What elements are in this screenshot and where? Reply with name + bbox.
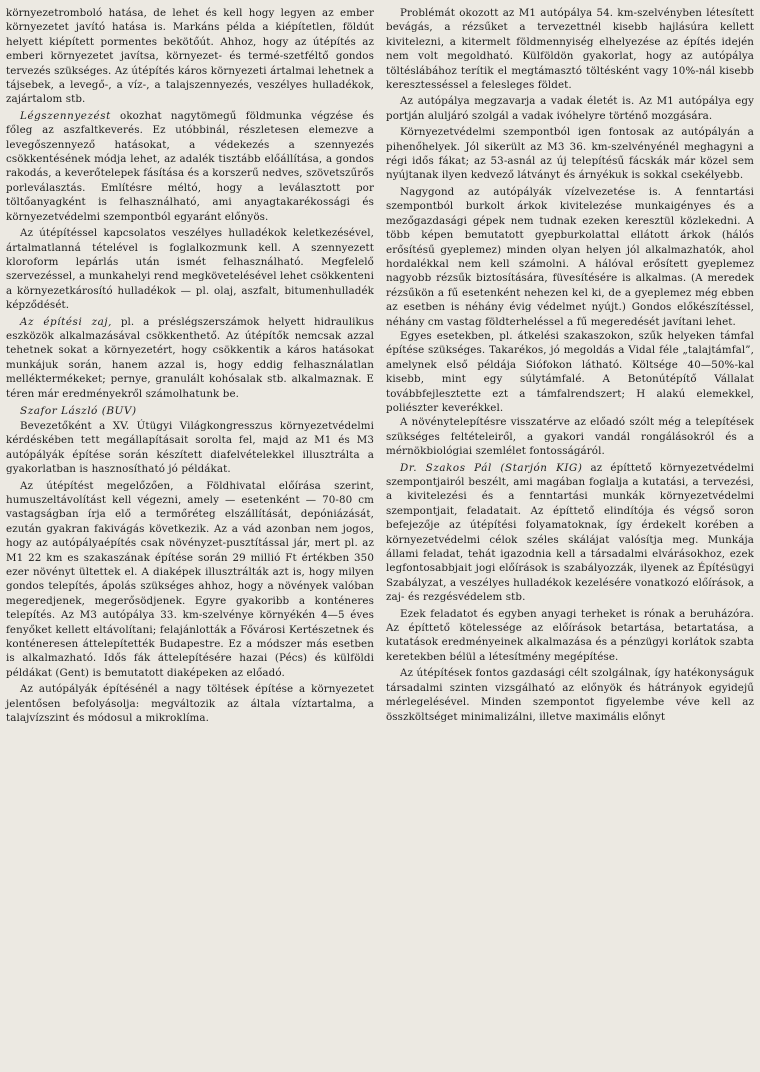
paragraph: Egyes esetekben, pl. átkelési szakaszokon, szűk helyeken támfal építése szükséges. Takarékos, jó megoldás a Vidal féle „talajtámfal”, amelynek első példája Siófokon látható. Költsége 40—50%-kal kisebb, mint egy súlytámfalé. A Betonútépítő Vállalat továbbfejlesztette ezt a támfalrendszert; H alakú elemekkel, poliészter keverékkel. — [386, 329, 754, 414]
paragraph: Az autópályák építésénél a nagy töltések építése a környezetet jelentősen befolyásolja: megváltozik az általa víztartalma, a talajvízszint és módosul a mikroklíma. — [6, 683, 374, 725]
paragraph — [386, 461, 754, 605]
emphasis-term: Légszennyezést — [20, 109, 111, 122]
paragraph: Az útépítést megelőzően, a Földhivatal előírása szerint, humuszeltávolítást kell végezni, amely — esetenként — 70-80 cm vastagságban írja elő a termőréteg elszállítását, depóniázását, ezután gyakran fakivágás következik. Az a vád azonban nem jogos, hogy az autópályaépítés csak növényzet-pusztítással jár, mert pl. az M1 22 km es szakaszának építése során 29 millió Ft értékben 350 ezer növényt ültettek el. A diaképek illusztrálták azt is, hogy milyen gondos telepítés, ápolás szükséges ahhoz, hogy a növények valóban megeredjenek, megerősödjenek. Egyre gyakoribb a konténeres telepítés. Az M3 autópálya 33. km-szelvénye környékén 4—5 éves fenyőket kellett eltávolítani; felajánlották a Fővárosi Kertészetnek és konténeresen áttelepítették Budapestre. Ez a módszer más esetben is alkalmazható. Idős fák áttelepítésére hazai (Pécs) és külföldi példákat (Gent) is bemutatott diaképeken az előadó. — [6, 479, 374, 679]
paragraph: Problémát okozott az M1 autópálya 54. km-szelvényben létesített bevágás, a rézsűket a tervezettnél kisebb hajlásúra kellett kiviteleznі, a kitermelt földmennyiség elhelyezése az építés idején nem volt megoldható. Külföldön gyakorlat, hogy az autópálya töltéslábához terítik el megtámasztó töltésként vagy 10%-nál kisebb keresztesséssel a felesleges földet. — [386, 7, 754, 92]
paragraph — [6, 109, 374, 224]
speaker-name: Dr. Szakos Pál (Starjón KIG) — [400, 461, 583, 474]
paragraph-text: az építtető környezetvédelmi szempontjairól beszélt, ami magában foglalja a kutatási, a tervezési, a kivitelezési és a fenntartási munkák környezetvédelmi szempontjait, feladatait. Az építtető elindítója és végső soron befejezője az útépítési folyamatoknak, így érdekelt korében a környezetvédelmi célok széles skálájat valósítja meg. Munkája állami feladat, tehát igazodnia kell a társadalmi elvárásokhoz, ezek legfontosabbjait jogi előírások is szabályozzák, ilyenek az Építésügyi Szabályzat, a veszélyes hulladékok kezelésére vonatkozó előírások, a zaj- és rezgésvédelem stb. — [386, 461, 755, 604]
paragraph: Az útépítések fontos gazdasági célt szolgálnak, így hatékonyságuk társadalmi szinten vizsgálható az előnyök és hátrányok egyidejű mérlegelésével. Minden szempontot figyelembe véve kell az összköltséget minimalizálni, illetve maximális előnyt — [386, 667, 754, 723]
paragraph: A növénytelepítésre visszatérve az előadó szólt még a telepítések szükséges feltételeiről, a gyakori vandál rongálásokról és a mérnökbiológiai szemlélet fontosságáról. — [386, 416, 754, 458]
right-column — [386, 6, 754, 1072]
paragraph: Nagygond az autópályák vízelvezetése is. A fenntartási szempontból burkolt árkok kivitelezése munkaigényes és a mezőgazdasági gépek nem tudnak ezeken keresztül közlekedni. A több képen bemutatott gyepburkolattal ellátott árkok (hálós erősítésű gyeplemez) minden olyan helyen jól alkalmazhatók, ahol hordalékkal nem kell számolni. A hálóval erősített gyeplemez nagyobb rézsűk biztosítására, füvesítésére is alkalmas. (A meredek rézsűkön a fű esetenként nehezen kel ki, de a gyeplemez még ebben az esetben is néhány évig védelmet nyújt.) Gondos előkészítéssel, néhány cm vastag földterheléssel a fű megeredését javítani lehet. — [386, 185, 754, 328]
paragraph: Bevezetőként a XV. Útügyi Világkongresszus környezetvédelmi kérdéskében tett megállapításait sorolta fel, majd az M1 és M3 autópályák építése során készített diafelvételekkel illusztrálta a gyakorlatban is hasznosítható jó példákat. — [6, 419, 374, 476]
left-column — [6, 6, 374, 1072]
paragraph: Az autópálya megzavarja a vadak életét is. Az M1 autópálya egy portján aluljáró szolgál a vadak ivóhelyre történő mozgására. — [386, 95, 754, 122]
paragraph-text: pl. a préslégszerszámok helyett hidraulikus eszközök alkalmazásával csökkenthető. Az útépítők nemcsak azzal tehetnek sokat a környezetért, hogy csökkentik a káros hatásokat munkájuk során, hanem azzal is, hogy eddig felhasználatlan melléktermékeket; pernye, granulált kohósalak stb. alkalmaznak. E téren már eredményekről számolhatunk be. — [6, 315, 374, 400]
paragraph: környezetromboló hatása, de lehet és kell hogy legyen az ember környezetet javító hatása is. Markáns példa a kiépítetlen, földút helyett kiépített pormentes bekötőút. Ahhoz, hogy az útépítés az emberi környezetet javítsa, környezet- és termé-szetféltő gondos tervezés szükséges. Az útépítés káros környezeti ártalmai lehetnek a tájsebek, a levegő-, a víz-, a talajszennyezés, veszélyes hulladékok, zajártalom stb. — [6, 7, 374, 106]
paragraph: Környezetvédelmi szempontból igen fontosak az autópályán a pihenőhelyek. Jól sikerült az M3 36. km-szelvényénél meghagyni a régi idős fákat; az 53-asnál az új telepítésű fácskák már közel sem nyújtanak ilyen kedvező látványt és árnyékuk is sokkal csekélyebb. — [386, 126, 754, 182]
paragraph-text: okozhat nagytömegű földmunka végzése és főleg az aszfaltkeverés. Ez utóbbinál, részletesen elemezve a levegőszennyező hatásokat, a védekezés a szennyezés csökkentésének módja lehet, az adalék tisztább előállítása, a gondos rakodás, a keverőtelepek fásítása és a korszerű nedves, szövetszűrős porleválasztás. Említésre méltó, hogy a leválasztott por töltőanyagként is felhasználható, ami anyagtakarékossági és környezetvédelmi szempontból egyaránt előnyös. — [6, 109, 374, 223]
paragraph: Ezek feladatot és egyben anyagi terheket is rónak a beruházóra. Az építtető kötelessége az előírások betartása, betartatása, a kutatások eredményeinek alkalmazása és a pénzügyi korlátok szabta keretekben bélül a létesítmény megépítése. — [386, 607, 754, 663]
emphasis-term: Az építési zaj, — [20, 315, 113, 328]
paragraph — [6, 315, 374, 401]
paragraph: Az útépítéssel kapcsolatos veszélyes hulladékok keletkezésével, ártalmatlanná tételével is foglalkozmunk kell. A szennyezett kloroform lepárlás után ismét felhasználható. Megfelelő szervezéssel, a munkahelyi rend megkövetelésével lehet csökkenteni a környezetkárosító hulladékok — pl. olaj, aszfalt, bitumenhulladék képződését. — [6, 227, 374, 312]
speaker-heading: Szafor László (BUV) — [20, 404, 137, 417]
